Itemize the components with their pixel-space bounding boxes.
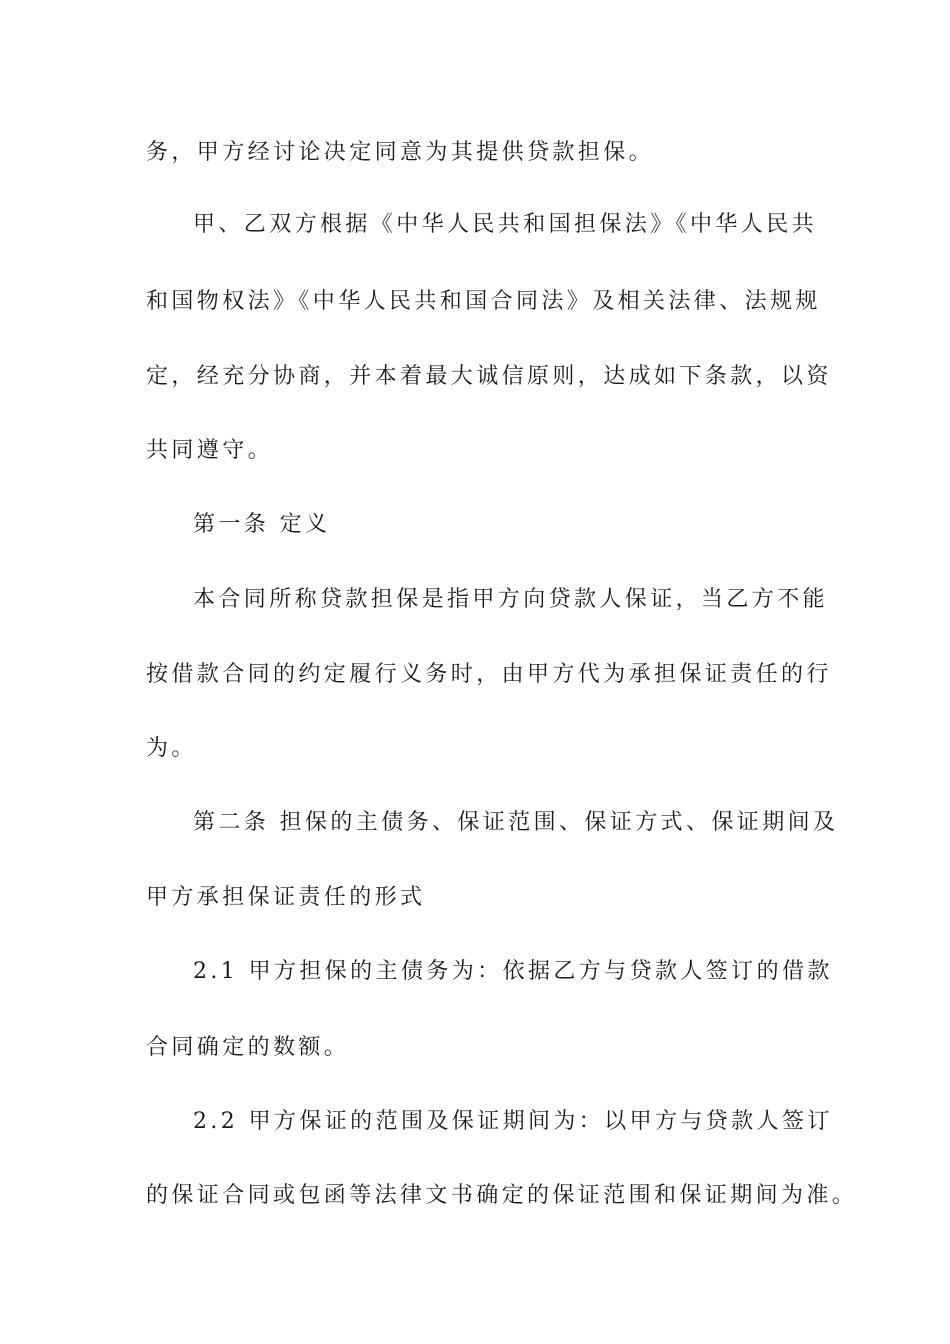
- paragraph-line: 甲、乙双方根据《中华人民共和国担保法》《中华人民共: [193, 212, 818, 237]
- clause-line: 2.1 甲方担保的主债务为：依据乙方与贷款人签订的借款: [193, 959, 833, 984]
- section-heading: 第一条 定义: [193, 512, 331, 537]
- paragraph-line: 定，经充分协商，并本着最大诚信原则，达成如下条款，以资: [146, 364, 832, 389]
- section-heading: 第二条 担保的主债务、保证范围、保证方式、保证期间及: [193, 810, 839, 835]
- clause-line: 的保证合同或包函等法律文书确定的保证范围和保证期间为准。: [146, 1183, 858, 1208]
- clause-line: 合同确定的数额。: [146, 1035, 350, 1060]
- paragraph-line: 为。: [146, 736, 197, 761]
- paragraph-line: 和国物权法》《中华人民共和国合同法》及相关法律、法规规: [146, 289, 821, 314]
- section-heading: 甲方承担保证责任的形式: [146, 885, 426, 910]
- paragraph-line: 本合同所称贷款担保是指甲方向贷款人保证，当乙方不能: [193, 587, 829, 612]
- paragraph-line: 共同遵守。: [146, 438, 274, 463]
- clause-line: 2.2 甲方保证的范围及保证期间为：以甲方与贷款人签订: [193, 1109, 833, 1134]
- paragraph-line: 务，甲方经讨论决定同意为其提供贷款担保。: [146, 140, 655, 165]
- paragraph-line: 按借款合同的约定履行义务时，由甲方代为承担保证责任的行: [146, 662, 832, 687]
